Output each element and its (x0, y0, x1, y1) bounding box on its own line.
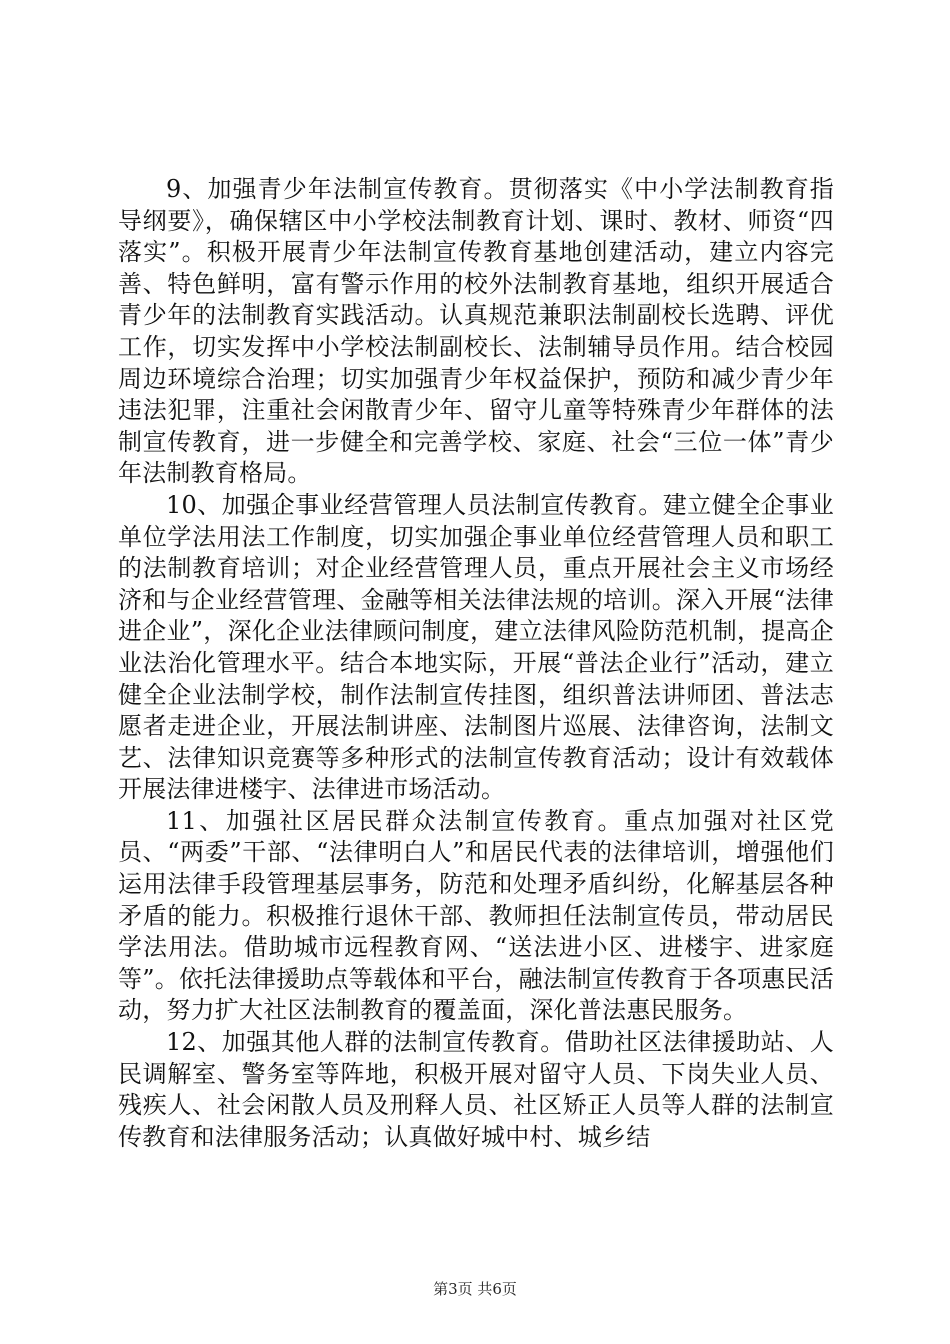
page-number-footer: 第3页 共6页 (433, 1280, 517, 1298)
paragraph-item-11: 11、加强社区居民群众法制宣传教育。重点加强对社区党员、“两委”干部、“法律明白人”和居民代表的法律培训，增强他们运用法律手段管理基层事务，防范和处理矛盾纠纷，化解基层各种矛盾的能力。积极推行退休干部、教师担任法制宣传员，带动居民学法用法。借助城市远程教育网、“送法进小区、进楼宇、进家庭等”。依托法律援助点等载体和平台，融法制宣传教育于各项惠民活动，努力扩大社区法制教育的覆盖面，深化普法惠民服务。 (118, 806, 834, 1025)
document-body (118, 174, 834, 1153)
paragraph-item-9: 9、加强青少年法制宣传教育。贯彻落实《中小学法制教育指导纲要》，确保辖区中小学校法制教育计划、课时、教材、师资“四落实”。积极开展青少年法制宣传教育基地创建活动，建立内容完善、特色鲜明，富有警示作用的校外法制教育基地，组织开展适合青少年的法制教育实践活动。认真规范兼职法制副校长选聘、评优工作，切实发挥中小学校法制副校长、法制辅导员作用。结合校园周边环境综合治理；切实加强青少年权益保护，预防和减少青少年违法犯罪，注重社会闲散青少年、留守儿童等特殊青少年群体的法制宣传教育，进一步健全和完善学校、家庭、社会“三位一体”青少年法制教育格局。 (118, 175, 834, 488)
paragraph-item-12: 12、加强其他人群的法制宣传教育。借助社区法律援助站、人民调解室、警务室等阵地，积极开展对留守人员、下岗失业人员、残疾人、社会闲散人员及刑释人员、社区矫正人员等人群的法制宣传教育和法律服务活动；认真做好城中村、城乡结 (118, 1028, 834, 1151)
paragraph-item-10: 10、加强企事业经营管理人员法制宣传教育。建立健全企事业单位学法用法工作制度，切实加强企事业单位经营管理人员和职工的法制教育培训；对企业经营管理人员，重点开展社会主义市场经济和与企业经营管理、金融等相关法律法规的培训。深入开展“法律进企业”，深化企业法律顾问制度，建立法律风险防范机制，提高企业法治化管理水平。结合本地实际，开展“普法企业行”活动，建立健全企业法制学校，制作法制宣传挂图，组织普法讲师团、普法志愿者走进企业，开展法制讲座、法制图片巡展、法律咨询，法制文艺、法律知识竞赛等多种形式的法制宣传教育活动；设计有效载体开展法律进楼宇、法律进市场活动。 (118, 490, 834, 804)
